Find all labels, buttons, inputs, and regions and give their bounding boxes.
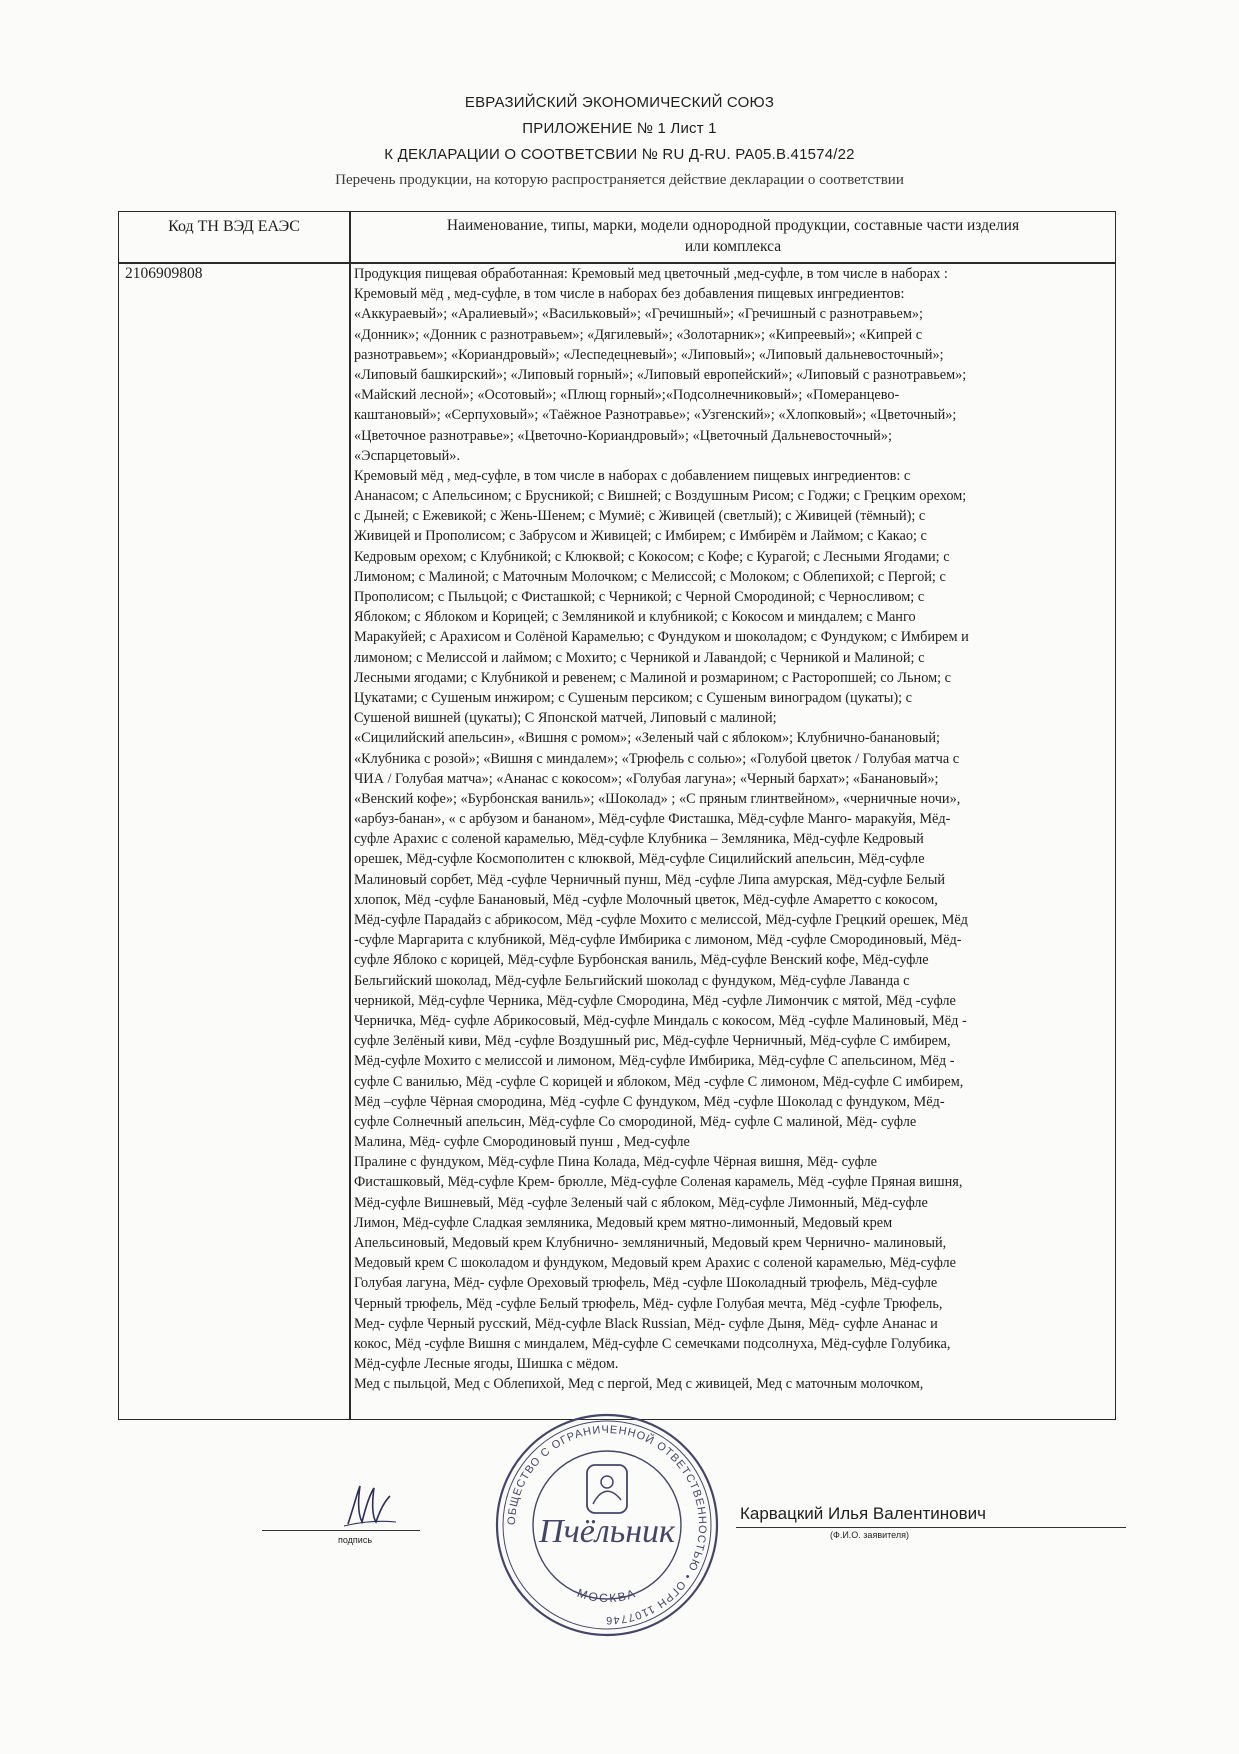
product-text-line: лимоном; с Мелиссой и лаймом; с Мохито; с Черникой и Лавандой; с Черникой и Малиной; с [354,649,925,666]
product-text-line: Мёд-суфле Парадайз с абрикосом, Мёд -суфле Мохито с мелиссой, Мёд-суфле Грецкий орешек, Мёд [354,912,968,928]
union-title: ЕВРАЗИЙСКИЙ ЭКОНОМИЧЕСКИЙ СОЮЗ [464,94,775,111]
product-text-line: Малина, Мёд- суфле Смородиновый пунш , Мед-суфле [354,1134,690,1151]
product-text-line: Медовый крем С шоколадом и фундуком, Медовый крем Арахис с соленой карамелью, Мёд-суфле [354,1255,956,1272]
product-text-line: «Клубника с розой»; «Вишня с миндалем»; «Трюфель с солью»; «Голубой цветок / Голубая матча с [354,750,960,767]
signature-caption: подпись [338,1535,373,1545]
product-text-line: кокос, Мёд -суфле Вишня с миндалем, Мёд-суфле С семечками подсолнуха, Мёд-суфле Голубика, [354,1335,951,1352]
product-text-line: суфле Арахис с соленой карамелью, Мёд-суфле Клубника – Земляника, Мёд-суфле Кедровый [354,831,924,848]
product-text-line: суфле Зелёный киви, Мёд -суфле Воздушный рис, Мёд-суфле Черничный, Мёд-суфле С имбирем, [354,1033,951,1050]
product-text-line: Сушеной вишней (цукаты); С Японской матчей, Липовый с малиной; [354,710,777,727]
product-text-line: Черный трюфель, Мёд -суфле Белый трюфель, Мёд- суфле Голубая мечта, Мёд -суфле Трюфель, [354,1295,943,1312]
product-description [354,264,1112,1395]
product-text-line: «Эспарцетовый». [354,447,461,464]
product-text-line: с Дыней; с Ежевикой; с Жень-Шенем; с Мумиё; с Живицей (светлый); с Живицей (тёмный); с [354,508,926,525]
product-text-line: «Донник»; «Донник с разнотравьем»; «Дягилевый»; «Золотарник»; «Кипреевый»; «Кипрей с [354,326,923,343]
svg-text:МОСКВА [575,1586,638,1605]
product-text-line: суфле Яблоко с корицей, Мёд-суфле Бурбонская ваниль, Мёд-суфле Венский кофе, Мёд-суфле [354,952,929,969]
column-divider [349,212,351,1419]
column-header-line: Наименование, типы, марки, модели однородной продукции, составные части изделия [446,217,1020,234]
product-text-line: Кремовый мёд , мед-суфле, в том числе в наборах без добавления пищевых ингредиентов: [354,286,905,303]
product-text-line: «Аккураевый»; «Аралиевый»; «Васильковый»; «Гречишный»; «Гречишный с разнотравьем»; [354,306,923,323]
column-header-line: или комплекса [684,238,782,255]
product-text-line: Яблоком; с Яблоком и Корицей; с Земляникой и клубникой; с Кокосом и миндалем; с Манго [354,609,916,626]
product-text-line: Мёд-суфле Мохито с мелиссой и лимоном, Мёд-суфле Имбирика, Мёд-суфле С апельсином, Мёд - [354,1053,955,1070]
applicant-name: Карвацкий Илья Валентинович [740,1504,986,1523]
product-text-line: Апельсиновый, Медовый крем Клубнично- земляничный, Медовый крем Чернично- малиновый, [354,1235,947,1251]
product-text-line: «Сицилийский апельсин», «Вишня с ромом»; «Зеленый чай с яблоком»; Клубнично-банановый; [354,730,941,747]
product-text-line: Продукция пищевая обработанная: Кремовый мед цветочный ,мед-суфле, в том числе в наборах : [354,266,948,282]
column-header-tn-code: Код ТН ВЭД ЕАЭС [168,218,300,235]
product-text-line: Пралине с фундуком, Мёд-суфле Пина Колада, Мёд-суфле Чёрная вишня, Мёд- суфле [354,1154,877,1171]
product-text-line: разнотравьем»; «Кориандровый»; «Леспедецневый»; «Липовый»; «Липовый дальневосточный»; [354,346,944,363]
product-text-line: орешек, Мёд-суфле Космополитен с клюквой, Мёд-суфле Сицилийский апельсин, Мёд-суфле [354,851,925,868]
signature-line [262,1530,420,1531]
seal-ring-text: ОБЩЕСТВО С ОГРАНИЧЕННОЙ ОТВЕТСТВЕННОСТЬЮ • ОГРН 1107746 [505,1423,709,1627]
product-text-line: -суфле Маргарита с клубникой, Мёд-суфле Имбирика с лимоном, Мёд -суфле Смородиновый, Мёд- [354,932,962,949]
declaration-number: К ДЕКЛАРАЦИИ О СООТВЕТСВИИ № RU Д-RU. PA05.B.41574/22 [384,146,855,163]
product-text-line: суфле С ванилью, Мёд -суфле С корицей и яблоком, Мёд -суфле С лимоном, Мёд-суфле С имбирем, [354,1073,964,1090]
product-text-line: Цукатами; с Сушеным инжиром; с Сушеным персиком; с Сушеным виноградом (цукаты); с [354,689,913,706]
product-list-caption: Перечень продукции, на которую распространяется действие декларации о соответствии [335,172,904,188]
seal-city-text: МОСКВА [575,1585,639,1606]
product-text-line: Лимоном; с Малиной; с Маточным Молочком; с Мелиссой; с Молоком; с Облепихой; с Пергой; с [354,568,946,585]
product-text-line: «Цветочное разнотравье»; «Цветочно-Кориандровый»; «Цветочный Дальневосточный»; [354,427,892,444]
product-text-line: Мед- суфле Черный русский, Мёд-суфле Black Russian, Мёд- суфле Дыня, Мёд- суфле Ананас и [354,1315,938,1332]
name-line [736,1527,1126,1528]
product-text-line: Черничка, Мёд- суфле Абрикосовый, Мёд-суфле Миндаль с кокосом, Мёд -суфле Малиновый, Мёд - [354,1012,967,1029]
product-text-line: «Липовый башкирский»; «Липовый горный»; «Липовый европейский»; «Липовый с разнотравьем»; [354,366,967,383]
product-text-line: Кедровым орехом; с Клубникой; с Клюквой; с Кокосом; с Кофе; с Курагой; с Лесными Ягодами; с [354,548,950,565]
product-text-line: черникой, Мёд-суфле Черника, Мёд-суфле Смородина, Мёд -суфле Лимончик с мятой, Мёд -суфле [354,992,956,1009]
product-text-line: ЧИА / Голубая матча»; «Ананас с кокосом»; «Голубая лагуна»; «Черный бархат»; «Банановый»; [354,770,939,787]
product-text-line: Лимон, Мёд-суфле Сладкая земляника, Медовый крем мятно-лимонный, Медовый крем [354,1214,893,1231]
appendix-title: ПРИЛОЖЕНИЕ № 1 Лист 1 [522,120,717,137]
product-text-line: Лесными ягодами; с Клубникой и ревенем; с Малиной и розмарином; с Расторопшей; со Льном; с [354,669,952,686]
declaration-table [118,211,1116,1420]
tn-code-value: 2106909808 [125,265,203,282]
seal-brand-text: Пчёльник [539,1513,675,1550]
product-text-line: Малиновый сорбет, Мёд -суфле Черничный пунш, Мёд -суфле Липа амурская, Мёд-суфле Белый [354,871,945,888]
product-text-line: Мёд-суфле Лесные ягоды, Шишка с мёдом. [354,1356,619,1373]
product-text-line: Голубая лагуна, Мёд- суфле Ореховый трюфель, Мёд -суфле Шоколадный трюфель, Мёд-суфле [354,1275,938,1292]
product-text-line: каштановый»; «Серпуховый»; «Таёжное Разнотравье»; «Узгенский»; «Хлопковый»; «Цветочный»; [354,407,957,424]
column-header-product-name [351,215,1115,257]
company-seal [492,1410,722,1640]
product-text-line: Прополисом; с Пыльцой; с Фисташкой; с Черникой; с Черной Смородиной; с Черносливом; с [354,589,925,605]
product-text-line: Бельгийский шоколад, Мёд-суфле Бельгийский шоколад с фундуком, Мёд-суфле Лаванда с [354,972,910,989]
product-text-line: хлопок, Мёд -суфле Банановый, Мёд -суфле Молочный цветок, Мёд-суфле Амаретто с кокосом, [354,891,938,908]
product-text-line: Мед с пыльцой, Мед с Облепихой, Мед с пергой, Мед с живицей, Мед с маточным молочком, [354,1376,924,1393]
product-text-line: Мёд –суфле Чёрная смородина, Мёд -суфле С фундуком, Мёд -суфле Шоколад с фундуком, Мёд- [354,1093,945,1110]
product-text-line: «Майский лесной»; «Осотовый»; «Плющ горный»;«Подсолнечниковый»; «Померанцево- [354,387,900,404]
handwritten-signature [340,1476,400,1536]
product-text-line: суфле Солнечный апельсин, Мёд-суфле Со смородиной, Мёд- суфле С малиной, Мёд- суфле [354,1113,917,1130]
product-text-line: «Венский кофе»; «Бурбонская ваниль»; «Шоколад» ; «С пряным глинтвейном», «черничные ночи», [354,790,961,807]
product-text-line: Фисташковый, Мёд-суфле Крем- брюлле, Мёд-суфле Соленая карамель, Мёд -суфле Пряная вишня, [354,1174,963,1191]
product-text-line: «арбуз-банан», « с арбузом и бананом», Мёд-суфле Фисташка, Мёд-суфле Манго- маракуйя, Мёд- [354,811,951,828]
product-text-line: Маракуйей; с Арахисом и Солёной Карамелью; с Фундуком и шоколадом; с Фундуком; с Имбирем и [354,629,969,646]
product-text-line: Ананасом; с Апельсином; с Брусникой; с Вишней; с Воздушным Рисом; с Годжи; с Грецким орехом; [354,488,967,505]
name-caption: (Ф.И.О. заявителя) [830,1530,909,1540]
product-text-line: Кремовый мёд , мед-суфле, в том числе в наборах с добавлением пищевых ингредиентов: с [354,467,911,484]
product-text-line: Мёд-суфле Вишневый, Мёд -суфле Зеленый чай с яблоком, Мёд-суфле Лимонный, Мёд-суфле [354,1194,928,1211]
product-text-line: Живицей и Прополисом; с Забрусом и Живицей; с Имбирем; с Имбирём и Лаймом; с Какао; с [354,528,927,545]
